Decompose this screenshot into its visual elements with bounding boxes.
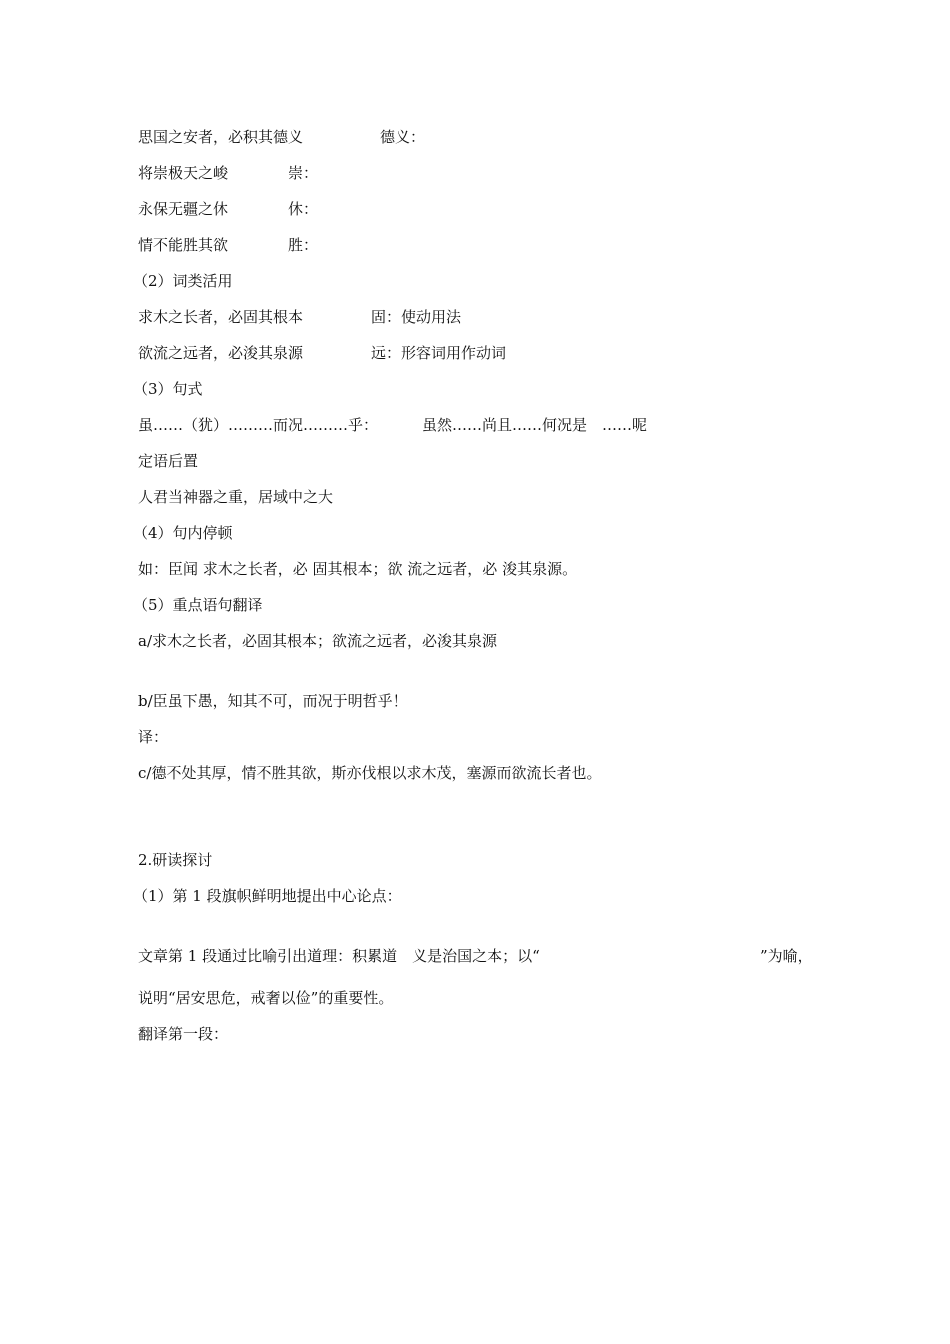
wordclass-heading: （2）词类活用 <box>133 272 233 290</box>
vocab-sentence-2: 将崇极天之峻 <box>138 164 229 182</box>
vocab-sentence-1: 思国之安者，必积其德义 <box>138 128 304 146</box>
vocab-term-4: 胜： <box>288 236 319 254</box>
syntax-pattern-right: 虽然……尚且……何况是 ……呢 <box>422 416 648 434</box>
discussion-para-line2: 说明“居安思危，戒奢以俭”的重要性。 <box>138 989 394 1007</box>
syntax-postposed-label: 定语后置 <box>138 452 199 470</box>
translation-c: c/德不处其厚，情不胜其欲，斯亦伐根以求木茂，塞源而欲流长者也。 <box>138 764 602 782</box>
syntax-postposed-example: 人君当神器之重，居域中之大 <box>138 488 334 506</box>
syntax-pattern-left: 虽……（犹）………而况………乎： <box>138 416 379 434</box>
discussion-translate-label: 翻译第一段： <box>138 1025 229 1043</box>
wordclass-sentence-2: 欲流之远者，必浚其泉源 <box>138 344 304 362</box>
discussion-para-left: 文章第 1 段通过比喻引出道理：积累道 义是治国之本；以“ <box>138 947 540 965</box>
vocab-sentence-3: 永保无疆之休 <box>138 200 229 218</box>
pause-example: 如：臣闻 求木之长者，必 固其根本；欲 流之远者，必 浚其泉源。 <box>138 560 578 578</box>
pause-heading: （4）句内停顿 <box>133 524 233 542</box>
discussion-sub1: （1）第 1 段旗帜鲜明地提出中心论点： <box>133 887 402 905</box>
wordclass-sentence-1: 求木之长者，必固其根本 <box>138 308 304 326</box>
translation-b: b/臣虽下愚，知其不可，而况于明哲乎！ <box>138 692 408 710</box>
discussion-para-right: ”为喻， <box>760 947 813 965</box>
discussion-heading: 2.研读探讨 <box>138 851 213 869</box>
vocab-term-2: 崇： <box>288 164 319 182</box>
vocab-term-3: 休： <box>288 200 319 218</box>
translation-a: a/求木之长者，必固其根本；欲流之远者，必浚其泉源 <box>138 632 497 650</box>
wordclass-note-1: 固：使动用法 <box>371 308 462 326</box>
translation-heading: （5）重点语句翻译 <box>133 596 263 614</box>
wordclass-note-2: 远：形容词用作动词 <box>371 344 507 362</box>
syntax-heading: （3）句式 <box>133 380 203 398</box>
vocab-sentence-4: 情不能胜其欲 <box>138 236 229 254</box>
vocab-term-1: 德义： <box>380 128 426 146</box>
translation-b-label: 译： <box>138 728 169 746</box>
